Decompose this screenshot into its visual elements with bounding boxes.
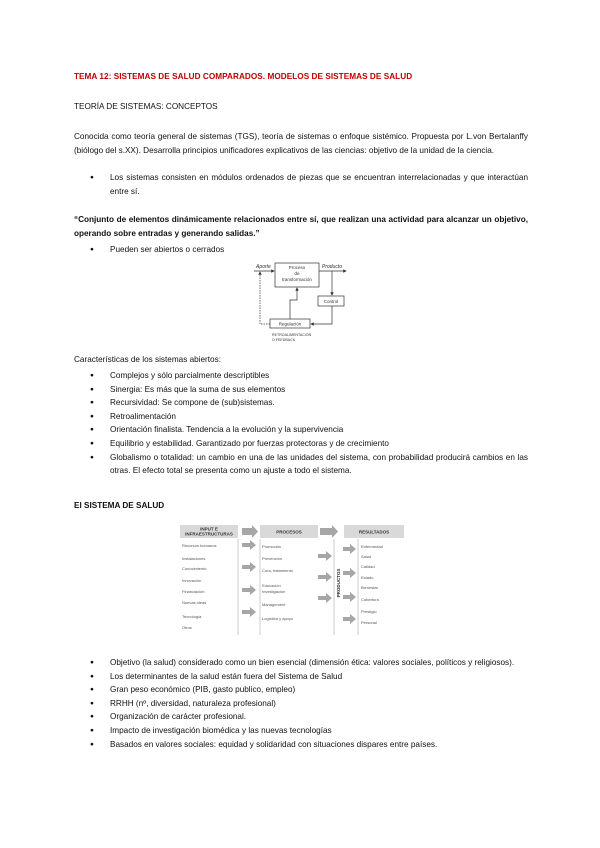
col3-item: Prestigio (361, 609, 377, 614)
col2-header: PROCESOS (276, 529, 302, 535)
section-heading-systems-theory: TEORÍA DE SISTEMAS: CONCEPTOS (74, 102, 218, 111)
feedback-caption-2: O FEEDBACK (272, 338, 296, 342)
col1-item: Instalaciones (182, 556, 206, 561)
input-label: Aporte (256, 264, 271, 270)
list-item: ● Organización de carácter profesional. (74, 710, 528, 724)
list-item: ● Retroalimentación (74, 410, 528, 424)
col3-item: Salud (361, 554, 372, 559)
col3-item: Enfermedad (361, 544, 383, 549)
definition-quote: “Conjunto de elementos dinámicamente relacionados entre sí, que realizan una actividad para alcanzar un objetivo, operando sobre entradas y generando salidas.” (74, 215, 528, 238)
col1-item: Nuevas ideas (182, 600, 207, 605)
document-title: TEMA 12: SISTEMAS DE SALUD COMPARADOS. MODELOS DE SISTEMAS DE SALUD (74, 72, 413, 81)
section-heading-open-systems: Características de los sistemas abiertos: (74, 355, 221, 364)
header-arrow-2 (320, 525, 338, 538)
open-systems-list (74, 369, 528, 478)
col3-item: Personal (361, 620, 377, 625)
systems-bullet-list (74, 171, 528, 198)
col2-item: Management (262, 602, 286, 607)
list-item: ● Globalismo o totalidad: un cambio en una de las unidades del sistema, con probabilidad producirá cambios en las otras. El efecto total se presenta como un ajuste a todo el sistema. (74, 451, 528, 478)
productos-label: PRODUCTOS (336, 568, 341, 598)
col1-header-2: INFRAESTRUCTURAS (185, 531, 233, 537)
list-item: ● Orientación finalista. Tendencia a la evolución y la supervivencia (74, 423, 528, 437)
process-label-3: transformación (282, 277, 312, 282)
col3-item: Estado (361, 575, 374, 580)
list-item: ● Equilibrio y estabilidad. Garantizado por fuerzas protectoras y de crecimiento (74, 437, 528, 451)
header-arrow-1 (242, 525, 258, 538)
list-item: ● Recursividad: Se compone de (sub)sistemas. (74, 396, 528, 410)
output-label: Producto (322, 264, 343, 270)
col2-item: Logística y apoyo (262, 616, 294, 621)
col2-item: Prevención (262, 556, 283, 561)
process-label-2: de (294, 271, 300, 276)
list-item: ● RRHH (nº, diversidad, naturaleza profesional) (74, 697, 528, 711)
list-item: ● Sinergia: Es más que la suma de sus elementos (74, 383, 528, 397)
col1-item: Innovación (182, 578, 202, 583)
col3-header: RESULTADOS (358, 529, 390, 535)
list-item: ● Pueden ser abiertos o cerrados (74, 243, 528, 257)
col2-item: Promoción (262, 544, 282, 549)
col3-item: Bienestar (361, 585, 378, 590)
intro-paragraph: Conocida como teoría general de sistemas (TGS), teoría de sistemas o enfoque sistémico. Propuesta por L.von Bertalanffy (biólogo del s.XX). Desarrolla principios unificadores explicativos de las ciencias: objetivo de la unidad de la ciencia. (74, 132, 528, 155)
list-item: ● Objetivo (la salud) considerado como un bien esencial (dimensión ética: valores sociales, políticos y religiosos). (74, 656, 528, 670)
system-feedback-diagram (250, 258, 370, 350)
list-item: ● Los sistemas consisten en módulos ordenados de piezas que se encuentran interrelacionadas y que interactúan entre sí. (74, 171, 528, 198)
col2-item: Cura, tratamiento (262, 568, 293, 573)
list-item: ● Basados en valores sociales: equidad y solidaridad con situaciones dispares entre países. (74, 738, 528, 752)
col2-item: Investigación (262, 589, 286, 594)
col1-item: Recursos humanos (182, 543, 217, 548)
feedback-arrow (260, 272, 270, 324)
col1-item: Otros (182, 625, 192, 630)
col1-header-1: INPUT E (200, 526, 218, 532)
list-item: ● Impacto de investigación biomédica y las nuevas tecnologías (74, 724, 528, 738)
open-closed-bullet-list (74, 243, 528, 257)
list-item: ● Complejos y sólo parcialmente descriptibles (74, 369, 528, 383)
col3-item: Cobertura (361, 597, 379, 602)
health-system-list (74, 656, 528, 751)
col1-item: Tecnología (182, 614, 202, 619)
col3-item: Calidad (361, 564, 375, 569)
regulation-to-process-arrow (290, 288, 297, 319)
col2-item: Educación (262, 583, 281, 588)
regulation-label: Regulación (278, 321, 302, 327)
feedback-caption-1: RETROALIMENTACIÓN (272, 333, 312, 337)
control-label: Control (323, 299, 339, 304)
list-item: ● Los determinantes de la salud están fuera del Sistema de Salud (74, 670, 528, 684)
col1-item: Conocimiento (182, 566, 207, 571)
list-item: ● Gran peso económico (PIB, gasto publico, empleo) (74, 683, 528, 697)
to-regulation-arrow (311, 306, 332, 324)
health-system-diagram (180, 525, 420, 638)
col1-item: Financiación (182, 589, 205, 594)
section-heading-health-system: El SISTEMA DE SALUD (74, 501, 165, 510)
process-label-1: Proceso (288, 265, 306, 270)
